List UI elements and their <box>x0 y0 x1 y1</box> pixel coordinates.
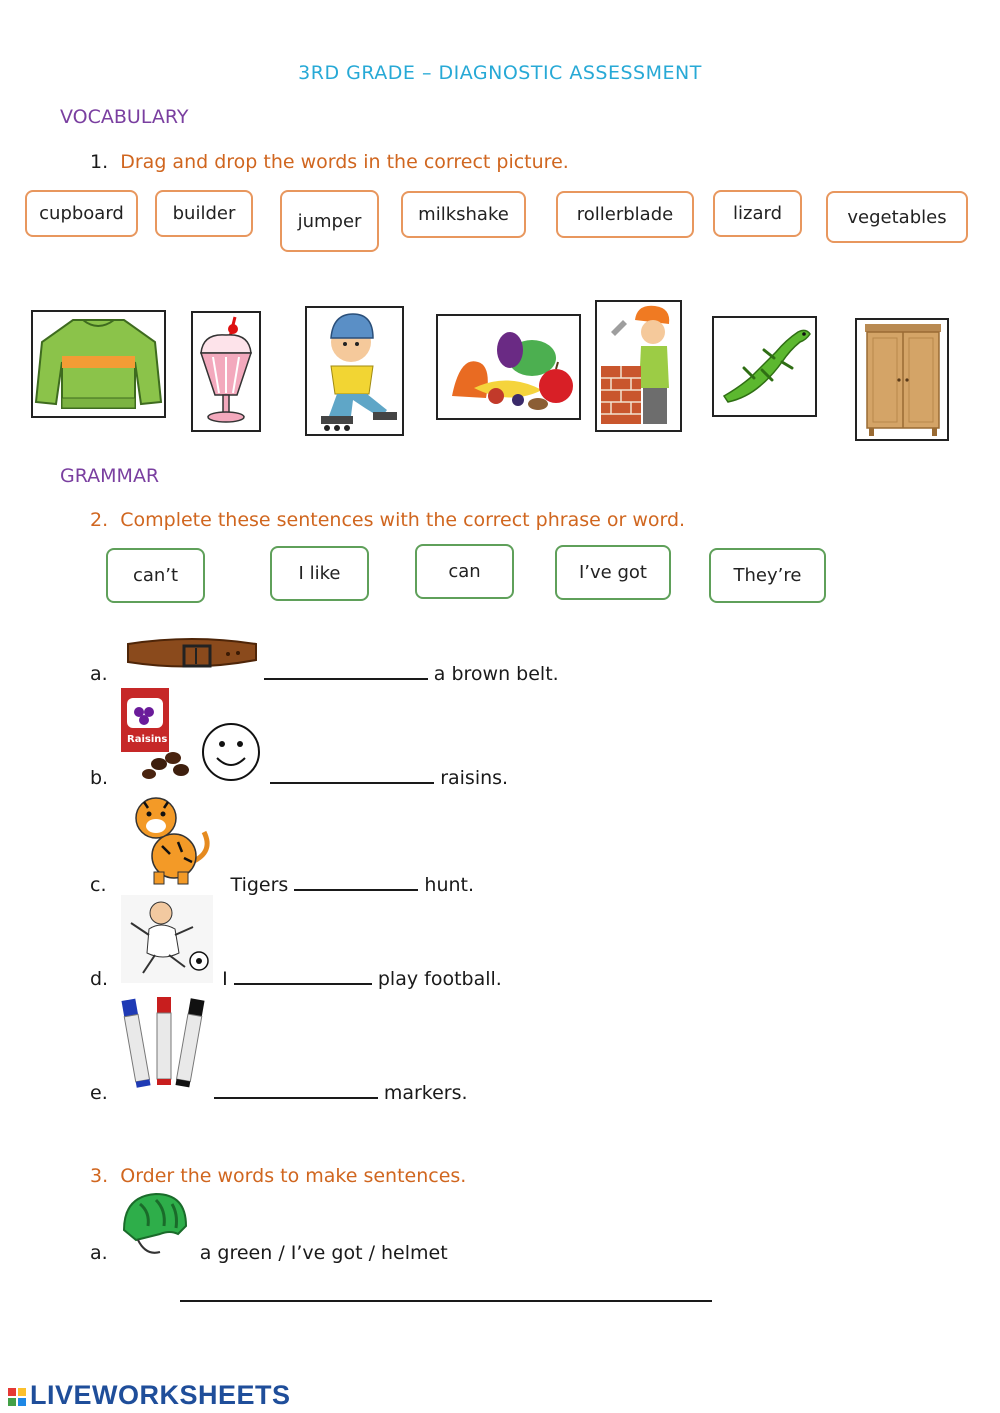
answer-blank-d[interactable] <box>234 965 372 985</box>
word-chip-vegetables[interactable]: vegetables <box>826 191 968 243</box>
drop-target-rollerblade[interactable] <box>305 306 404 436</box>
footer-brand-text: LIVEWORKSHEETS <box>30 1380 291 1410</box>
sentence-d <box>90 965 502 990</box>
sentence-c-ending: hunt. <box>424 874 475 896</box>
word-chip-milkshake[interactable]: milkshake <box>401 191 526 238</box>
vegetables-icon <box>438 316 579 418</box>
answer-blank-a[interactable] <box>264 660 428 680</box>
sentence-e-letter: e. <box>90 1082 108 1104</box>
order-answer-line-a[interactable] <box>180 1300 712 1302</box>
drop-target-lizard[interactable] <box>712 316 817 417</box>
option-chip-i-like[interactable]: I like <box>270 546 369 601</box>
drop-target-builder[interactable] <box>595 300 682 432</box>
cupboard-icon <box>857 320 947 439</box>
question-2-text: Complete these sentences with the correct phrase or word. <box>120 509 686 531</box>
word-chip-lizard[interactable]: lizard <box>713 190 802 237</box>
option-chip-cant[interactable]: can’t <box>106 548 205 603</box>
word-chip-jumper[interactable]: jumper <box>280 190 379 252</box>
option-chip-ive-got[interactable]: I’ve got <box>555 545 671 600</box>
sentence-a <box>90 660 559 685</box>
page-title: 3RD GRADE – DIAGNOSTIC ASSESSMENT <box>298 62 702 84</box>
sentence-e <box>90 1079 468 1104</box>
drop-target-vegetables[interactable] <box>436 314 581 420</box>
raisins-box-label: Raisins <box>127 734 168 745</box>
word-chip-builder[interactable]: builder <box>155 190 253 237</box>
sentence-c <box>90 871 474 896</box>
sentence-e-ending: markers. <box>383 1082 468 1104</box>
order-item-a-words: a green / I’ve got / helmet <box>199 1242 448 1264</box>
sentence-a-ending: a brown belt. <box>433 663 559 685</box>
lizard-icon <box>714 318 815 415</box>
vocabulary-heading: VOCABULARY <box>60 106 189 128</box>
question-1-number: 1. <box>90 151 109 173</box>
sentence-d-ending: play football. <box>377 968 502 990</box>
order-item-a-letter: a. <box>90 1242 108 1264</box>
question-1-text: Drag and drop the words in the correct picture. <box>120 151 569 173</box>
order-item-a <box>90 1242 448 1264</box>
sentence-a-letter: a. <box>90 663 108 685</box>
sentence-c-start: Tigers <box>230 874 289 896</box>
answer-blank-b[interactable] <box>270 764 434 784</box>
jumper-icon <box>33 312 164 416</box>
sentence-d-letter: d. <box>90 968 109 990</box>
answer-blank-c[interactable] <box>294 871 418 891</box>
answer-blank-e[interactable] <box>214 1079 378 1099</box>
drop-target-jumper[interactable] <box>31 310 166 418</box>
sentence-d-start: I <box>222 968 228 990</box>
question-3 <box>90 1165 466 1187</box>
liveworksheets-logo-icon <box>8 1388 26 1406</box>
option-chip-can[interactable]: can <box>415 544 514 599</box>
sentence-b-ending: raisins. <box>440 767 509 789</box>
question-1 <box>90 151 569 173</box>
question-2 <box>90 509 685 531</box>
question-2-number: 2. <box>90 509 109 531</box>
word-chip-cupboard[interactable]: cupboard <box>25 190 138 237</box>
question-3-text: Order the words to make sentences. <box>120 1165 467 1187</box>
builder-icon <box>597 302 680 430</box>
milkshake-icon <box>193 313 259 430</box>
question-3-number: 3. <box>90 1165 109 1187</box>
drop-target-cupboard[interactable] <box>855 318 949 441</box>
sentence-c-letter: c. <box>90 874 107 896</box>
footer-brand <box>8 1380 291 1411</box>
drop-target-milkshake[interactable] <box>191 311 261 432</box>
sentence-b <box>90 764 508 789</box>
rollerblade-icon <box>307 308 402 434</box>
sentence-b-letter: b. <box>90 767 109 789</box>
option-chip-theyre[interactable]: They’re <box>709 548 826 603</box>
word-chip-rollerblade[interactable]: rollerblade <box>556 191 694 238</box>
grammar-heading: GRAMMAR <box>60 465 160 487</box>
